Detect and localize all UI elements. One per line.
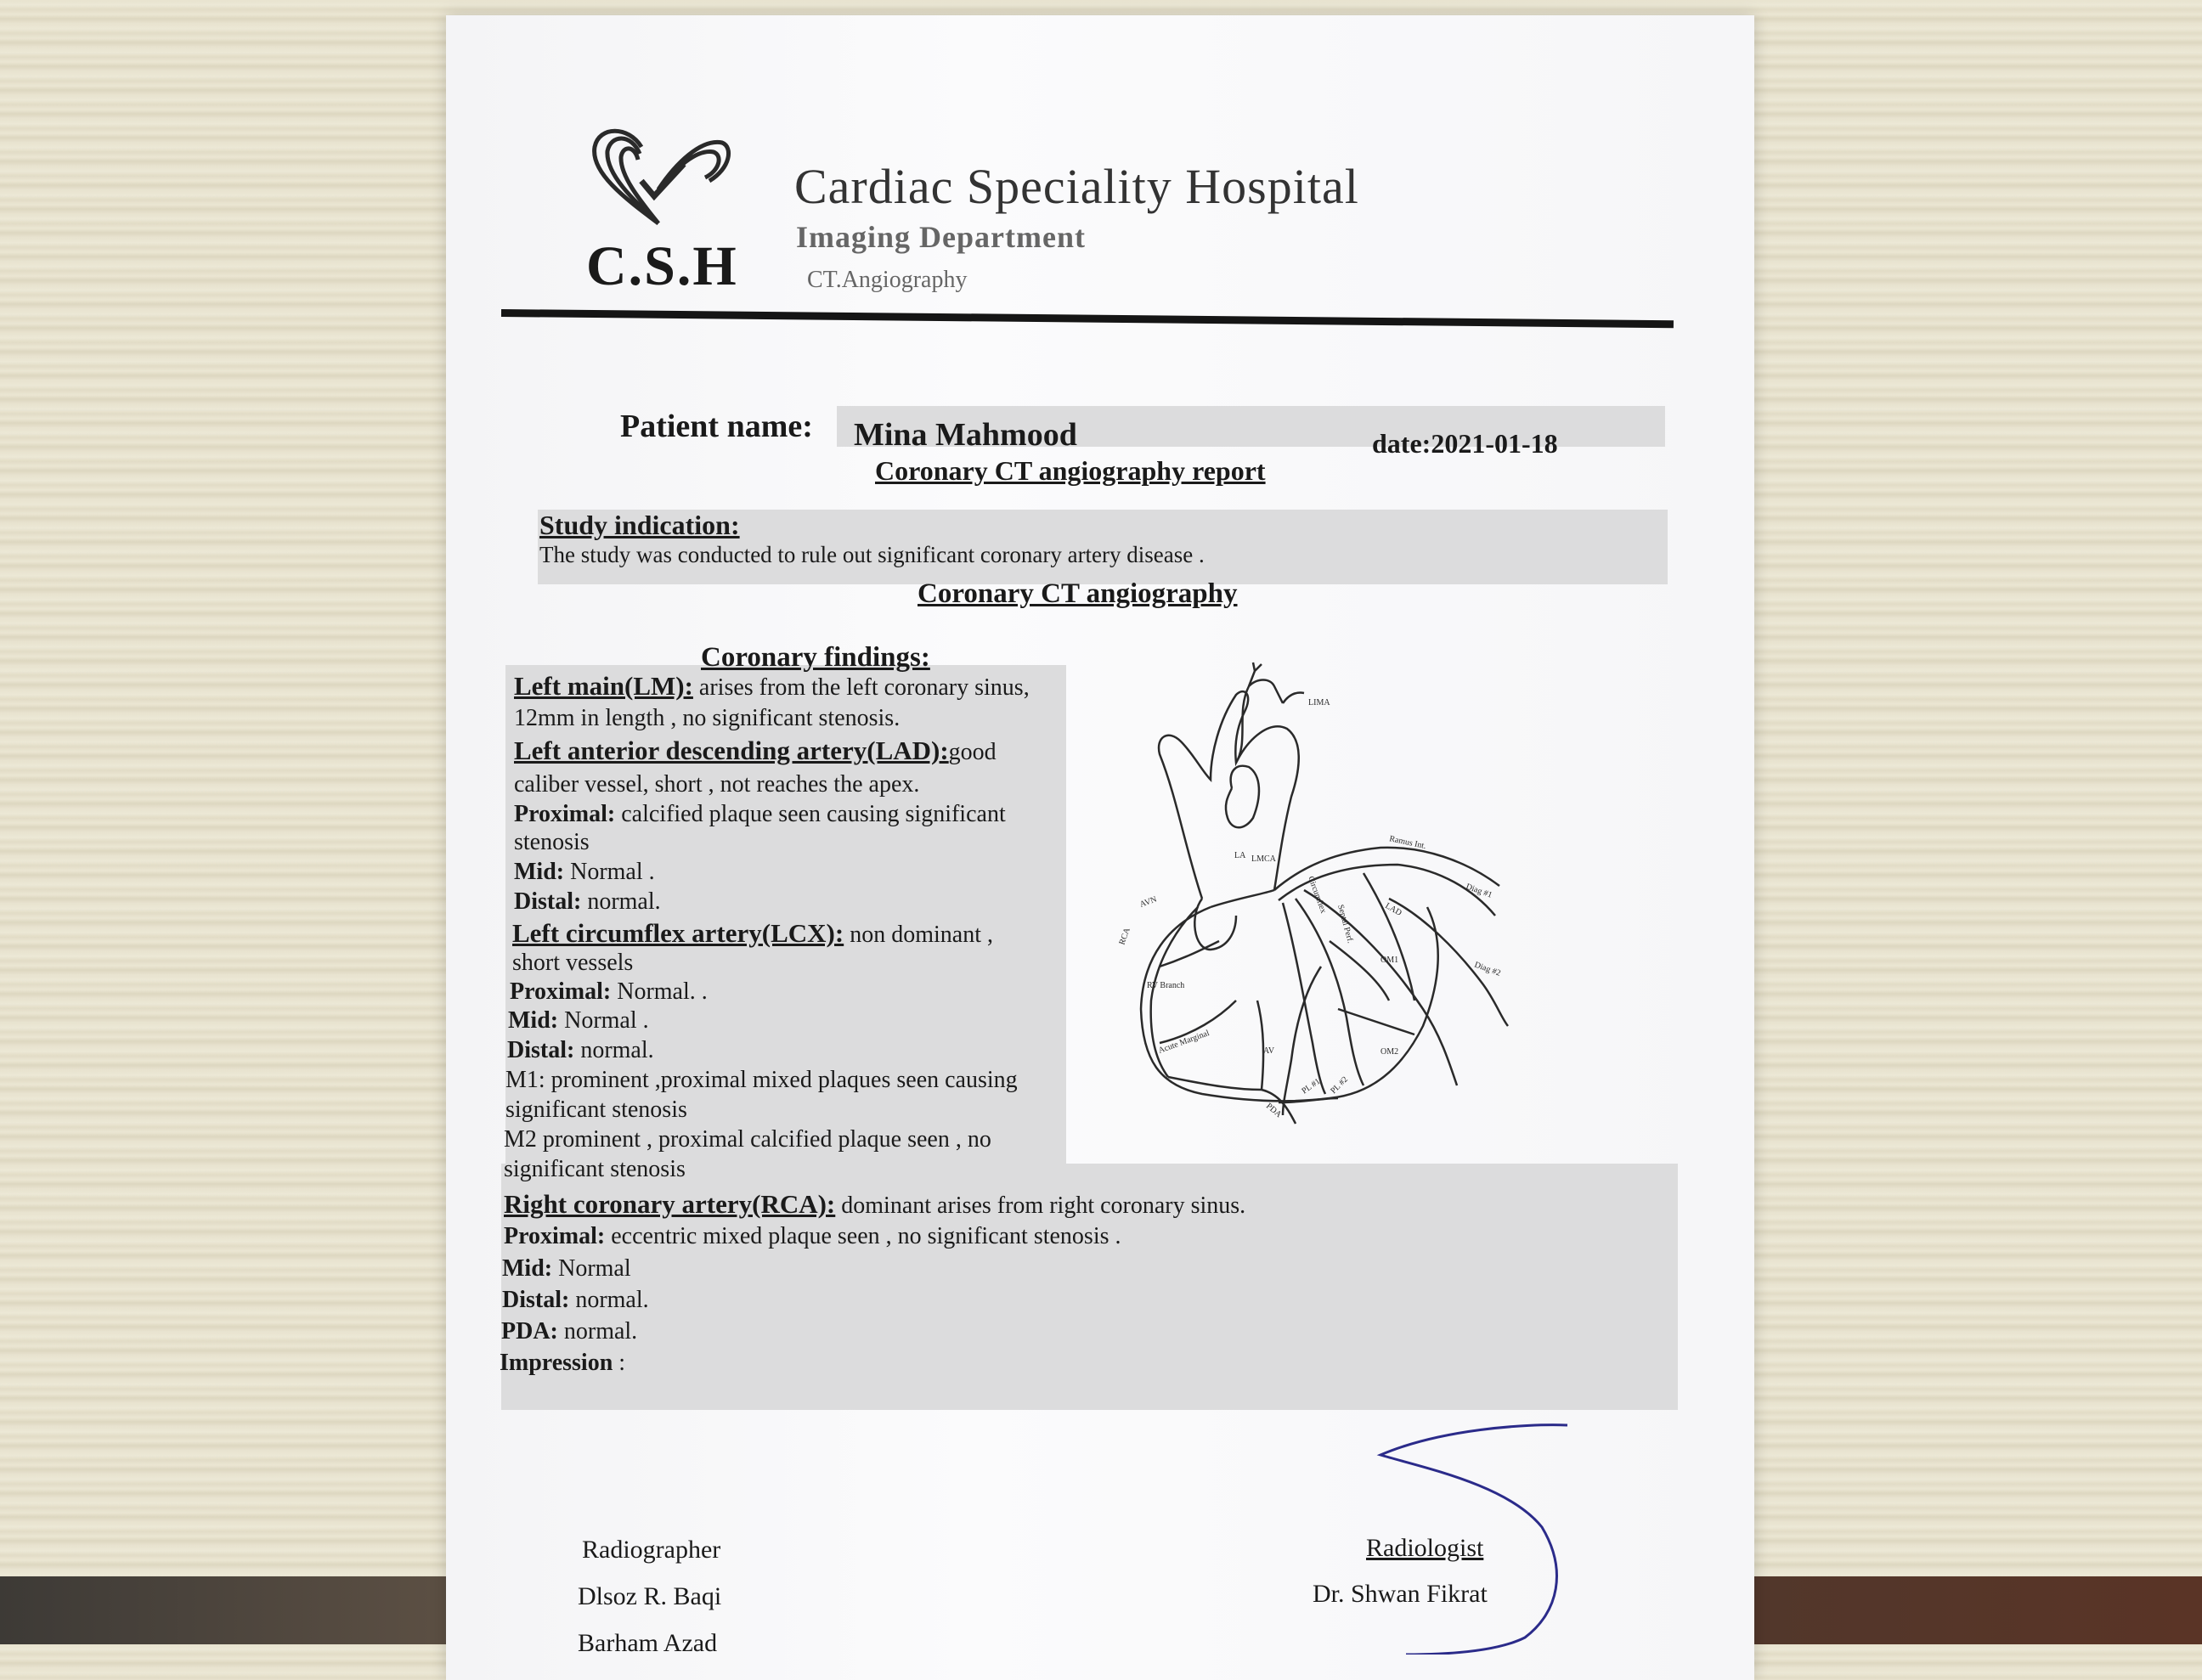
radiologist-name: Dr. Shwan Fikrat xyxy=(1313,1580,1488,1608)
lad-text-2: caliber vessel, short , not reaches the apex. xyxy=(514,771,920,798)
impression-text: : xyxy=(613,1350,626,1376)
label-pl1: PL #1 xyxy=(1300,1076,1323,1097)
study-indication-text: The study was conducted to rule out significant coronary artery disease . xyxy=(539,542,1205,567)
coronary-anatomy-diagram xyxy=(1109,661,1601,1153)
lcx-m2-b: significant stenosis xyxy=(504,1156,686,1182)
lad-distal-text: normal. xyxy=(581,888,661,915)
rca-pda-text: normal. xyxy=(557,1318,638,1345)
lad-proximal-text: calcified plaque seen causing significant xyxy=(615,801,1006,827)
label-septal: Septal Perf. xyxy=(1335,903,1355,944)
label-lad: LAD xyxy=(1383,901,1403,918)
lcx-m2: M2 prominent , proximal calcified plaque seen , no xyxy=(504,1126,991,1153)
rca-mid-label: Mid: xyxy=(502,1255,553,1282)
radiographer-name-2: Barham Azad xyxy=(578,1629,718,1657)
rca-pda-label: PDA: xyxy=(501,1318,558,1345)
impression-label: Impression xyxy=(500,1350,613,1376)
lad-proximal-2: stenosis xyxy=(514,829,590,855)
section-title: Coronary CT angiography xyxy=(918,578,1238,609)
lad-mid-label: Mid: xyxy=(514,859,565,885)
lcx-heading: Left circumflex artery(LCX): xyxy=(512,918,844,948)
rca-distal-text: normal. xyxy=(569,1287,649,1313)
department-name: Imaging Department xyxy=(796,220,1086,254)
findings-title: Coronary findings: xyxy=(701,642,930,673)
lad-distal xyxy=(514,888,661,916)
signature-drawing xyxy=(1355,1400,1627,1655)
lad-heading: Left anterior descending artery(LAD): xyxy=(514,736,949,765)
lcx-m1: M1: prominent ,proximal mixed plaques seen causing xyxy=(505,1067,1018,1093)
lcx-distal-label: Distal: xyxy=(507,1037,575,1063)
label-pda: PDA xyxy=(1264,1101,1284,1120)
study-indication-heading: Study indication: xyxy=(539,510,740,540)
lad-proximal xyxy=(514,801,1006,828)
label-om1: OM1 xyxy=(1380,956,1399,965)
rca-distal-label: Distal: xyxy=(502,1287,570,1313)
rca-text-1: dominant arises from right coronary sinus. xyxy=(835,1192,1246,1219)
rca-proximal xyxy=(504,1223,1121,1250)
patient-name-label: Patient name: xyxy=(620,409,813,444)
hospital-name: Cardiac Speciality Hospital xyxy=(794,159,1359,214)
rca-pda xyxy=(501,1318,637,1345)
label-lmca: LMCA xyxy=(1251,854,1276,864)
lcx-distal-text: normal. xyxy=(574,1037,654,1063)
label-om2: OM2 xyxy=(1380,1047,1399,1057)
lm-text-1: arises from the left coronary sinus, xyxy=(692,674,1030,701)
lcx-proximal-label: Proximal: xyxy=(510,978,612,1005)
radiographer-name: Dlsoz R. Baqi xyxy=(578,1582,722,1610)
lcx-m1-b: significant stenosis xyxy=(505,1097,687,1123)
lad-text-1: good xyxy=(948,739,997,765)
lcx-text-2: short vessels xyxy=(512,950,634,976)
lm-heading: Left main(LM): xyxy=(514,671,693,701)
lcx-line-1 xyxy=(512,918,993,949)
label-avn: AVN xyxy=(1138,894,1159,910)
report-title: Coronary CT angiography report xyxy=(875,455,1266,486)
rca-distal xyxy=(502,1287,649,1314)
rca-mid xyxy=(502,1255,631,1283)
header-divider xyxy=(501,309,1674,328)
rca-line-1 xyxy=(504,1189,1245,1220)
logo-text: C.S.H xyxy=(586,235,738,297)
label-diag1: Diag #1 xyxy=(1464,882,1493,900)
lm-text-2: 12mm in length , no significant stenosis. xyxy=(514,705,901,731)
lcx-mid-label: Mid: xyxy=(508,1007,559,1034)
lad-mid-text: Normal . xyxy=(564,859,655,885)
lad-mid xyxy=(514,859,655,886)
rca-heading: Right coronary artery(RCA): xyxy=(504,1189,836,1219)
lcx-proximal xyxy=(510,978,708,1006)
lcx-text-1: non dominant , xyxy=(844,922,993,948)
heart-logo-icon xyxy=(582,121,735,232)
label-lima: LIMA xyxy=(1308,698,1330,708)
label-la: LA xyxy=(1234,851,1246,860)
radiographer-label: Radiographer xyxy=(582,1536,721,1564)
rca-proximal-text: eccentric mixed plaque seen , no significant stenosis . xyxy=(605,1223,1121,1249)
label-rv-branch: RV Branch xyxy=(1147,981,1185,990)
rca-mid-text: Normal xyxy=(552,1255,631,1282)
patient-name: Mina Mahmood xyxy=(854,417,1077,453)
lad-proximal-label: Proximal: xyxy=(514,801,616,827)
label-pl2: PL #2 xyxy=(1329,1074,1350,1097)
rca-proximal-label: Proximal: xyxy=(504,1223,606,1249)
impression xyxy=(500,1350,625,1377)
lad-line-1 xyxy=(514,736,997,766)
lm-line-1 xyxy=(514,671,1030,702)
lcx-distal xyxy=(507,1037,654,1064)
report-page xyxy=(446,15,1754,1680)
label-acute-marginal: Acute Marginal xyxy=(1157,1028,1211,1056)
lcx-proximal-text: Normal. . xyxy=(611,978,708,1005)
label-av: AV xyxy=(1263,1046,1275,1056)
lad-distal-label: Distal: xyxy=(514,888,582,915)
label-diag2: Diag #2 xyxy=(1472,960,1502,978)
subdepartment-name: CT.Angiography xyxy=(807,267,968,293)
report-date: date:2021-01-18 xyxy=(1372,428,1558,459)
radiologist-label: Radiologist xyxy=(1366,1534,1484,1562)
lcx-mid-text: Normal . xyxy=(558,1007,649,1034)
label-circumflex: Circumflex xyxy=(1306,875,1329,915)
label-rca: RCA xyxy=(1117,926,1132,947)
lcx-mid xyxy=(508,1007,649,1034)
label-ramus: Ramus Int. xyxy=(1388,834,1427,852)
